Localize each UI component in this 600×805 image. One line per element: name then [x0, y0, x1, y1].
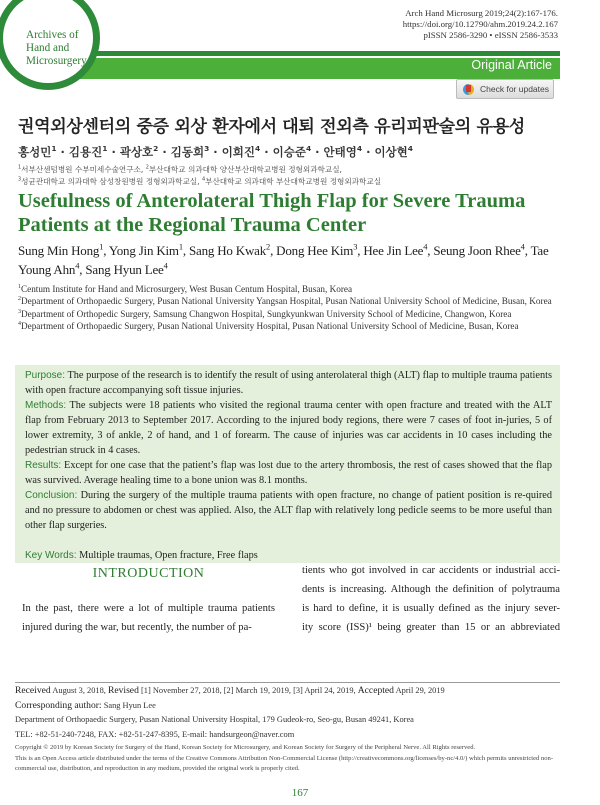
label: Revised [107, 685, 139, 696]
check-for-updates-button[interactable] [456, 79, 554, 99]
license-text: This is an Open Access article distributed under the terms of the Creative Commons Attribution Non-Commercial License (http://creativecommons.org/licenses/by-nc/4.0/) which permits unrestricted non-commercial use, distribution, and reproduction in any medium, provided the original work is properly cited. [15, 754, 554, 773]
author: Hee Jin Lee$^4$ [363, 241, 428, 258]
doi-link[interactable]: https://doi.org/10.12790/ahm.2019.24.2.167 [402, 19, 558, 30]
author: 김동희$^3$ [170, 144, 210, 159]
author: 이희진$^4$ [221, 144, 261, 159]
abstract-box [15, 365, 560, 563]
copyright-line: Copyright © 2019 by Korean Society for Surgery of the Hand, Korean Society for Microsurgery, and Korean Society for Surgery of the Peripheral Nerve. All Rights reserved. [15, 744, 476, 751]
section-text: The subjects were 18 patients who visited the regional trauma center with open fracture and treated with the ALT flap from February 2013 to September 2017. According to the injured body regions, there were 7 cases of foot in-juries, 5 of lower extremity, 3 of ankle, 2 of hand, and 1 of forearm. The cause of injuries was car accidents in 10 cases including the pedestrian struck in 4 cases. [25, 400, 552, 456]
right-column [302, 561, 560, 637]
affiliation: Department of Orthopaedic Surgery, Pusan National University Yangsan Hospital, Pusan National University School of Medicine, Busan, Korea [20, 296, 552, 307]
section-text: Except for one case that the patient’s flap was lost due to the artery thrombosis, the rest of cases showed that the flap was survived. Average healing time to a bone union was 8.1 months. [25, 460, 552, 486]
value: Sang Hyun Lee [103, 700, 156, 710]
korean-authors: 홍성민$^1$ · 김용진$^1$ · 곽상호$^2$ · 김동희$^3$ · 이희진$^4$ · 이승준$^4$ · 안태영$^4$ · 이상현$^4$ [18, 144, 413, 159]
corresponding-author [15, 699, 575, 714]
author: Dong Hee Kim$^3$ [276, 241, 358, 258]
copyright [15, 743, 575, 775]
address: Department of Orthopaedic Surgery, Pusan National University Hospital, 179 Gudeok-ro, Seo-gu, Busan 49241, Korea [15, 715, 414, 724]
citation: Arch Hand Microsurg 2019;24(2):167-176. [405, 8, 558, 18]
label: Received [15, 685, 51, 696]
article-footer [15, 684, 575, 742]
contact: TEL: +82-51-240-7248, FAX: +82-51-247-8395, E-mail: handsurgeon@naver.com [15, 729, 295, 739]
affiliation: Department of Orthopaedic Surgery, Pusan National University Hospital, Pusan National University School of Medicine, Busan, Korea [20, 320, 519, 331]
english-affiliations: $^1$Centum Institute for Hand and Microsurgery, West Busan Centum Hospital, Busan, Korea $^2$Department of Orthopaedic Surgery, Pusan National University Yangsan Hospital, Pusan National University School of Medicine, Busan, Korea $^3$Department of Orthopedic Surgery, Samsung Changwon Hospital, Sungkyunkwan University School of Medicine, Changwon, Korea $^4$Department of Orthopaedic Surgery, Pusan National University Hospital, Pusan National University School of Medicine, Busan, Korea [18, 283, 552, 331]
author: 이상현$^4$ [374, 144, 413, 159]
section-label: Key Words: [25, 550, 77, 561]
affiliation: Centum Institute for Hand and Microsurgery, West Busan Centum Hospital, Busan, Korea [20, 284, 353, 294]
keywords-text: Multiple traumas, Open fracture, Free flaps [79, 550, 258, 561]
section-label: Conclusion: [25, 490, 78, 501]
affiliation: 부산대학교 의과대학 양산부산대학교병원 정형외과학교실, [148, 165, 342, 174]
author: Sung Min Hong$^1$ [18, 241, 104, 258]
author: Yong Jin Kim$^1$ [108, 241, 183, 258]
section-label: Methods: [25, 400, 67, 411]
author: 이승준$^4$ [272, 144, 312, 159]
abstract-methods [25, 398, 552, 458]
affiliation: Department of Orthopedic Surgery, Samsung Changwon Hospital, Sungkyunkwan University School of Medicine, Changwon, Korea [20, 308, 512, 319]
author: Sang Hyun Lee$^4$ [85, 260, 168, 277]
label: Accepted [357, 685, 394, 696]
korean-affiliations: $^1$서부산센텀병원 수부미세수술연구소, $^2$부산대학교 의과대학 양산부산대학교병원 정형외과학교실, $^3$성균관대학교 의과대학 삼성창원병원 정형외과학교실, $^4$부산대학교 의과대학 부산대학교병원 정형외과학교실 [18, 164, 382, 186]
text-line: ity score (ISS)¹ being greater than 15 or an abbreviated [302, 622, 560, 633]
section-label: Results: [25, 460, 62, 471]
author: 안태영$^4$ [323, 144, 363, 159]
logo-line: Archives of [26, 29, 79, 41]
text-line: dents is increasing. Although the definition of polytrauma [302, 584, 560, 595]
left-column [22, 599, 275, 637]
abstract-conclusion [25, 488, 552, 533]
abstract-results [25, 458, 552, 488]
value: August 3, 2018, [52, 686, 106, 695]
value: [1] November 27, 2018, [2] March 19, 2019, [3] April 24, 2019, [140, 686, 356, 695]
logo-line: Hand and [26, 42, 70, 54]
affiliation: 부산대학교 의과대학 부산대학교병원 정형외과학교실 [205, 177, 382, 186]
journal-meta [403, 8, 558, 42]
article-type: Original Article [471, 58, 552, 72]
page-number: 167 [291, 787, 309, 799]
label: Corresponding author: [15, 699, 102, 711]
author: 곽상호$^2$ [119, 144, 159, 159]
english-authors: Sung Min Hong$^1$, Yong Jin Kim$^1$, Sang Ho Kwak$^2$, Dong Hee Kim$^3$, Hee Jin Lee$^4$, Seung Joon Rhee$^4$, Tae Young Ahn$^4$, Sang Hyun Lee$^4$ [18, 241, 549, 277]
korean-title: 권역외상센터의 중증 외상 환자에서 대퇴 전외측 유리피판술의 유용성 [18, 117, 525, 137]
crossmark-icon [463, 84, 474, 95]
check-updates-label: Check for updates [480, 84, 549, 94]
english-title: Usefulness of Anterolateral Thigh Flap for Severe Trauma Patients at the Regional Trauma Center [18, 190, 526, 236]
section-text: The purpose of the research is to identify the result of using anterolateral thigh (ALT) flap to multiple trauma patients with open fracture accompanying soft tissue injuries. [25, 370, 553, 396]
section-heading: INTRODUCTION [92, 566, 205, 581]
logo-line: Microsurgery [26, 55, 87, 67]
author: Sang Ho Kwak$^2$ [188, 241, 271, 258]
value: April 29, 2019 [395, 686, 445, 695]
text-line: tients who got involved in car accidents or industrial acci- [302, 565, 560, 576]
logo-text [26, 29, 87, 68]
author: Tae Young Ahn$^4$ [18, 243, 549, 277]
affiliation: 서부산센텀병원 수부미세수술연구소, [21, 165, 146, 174]
issn: pISSN 2586-3290 • eISSN 2586-3533 [423, 30, 558, 41]
abstract-purpose [25, 368, 552, 398]
author: Seung Joon Rhee$^4$ [433, 241, 525, 258]
text-line: injured during the war, but recently, the number of pa- [22, 622, 252, 633]
author: 홍성민$^1$ [18, 144, 57, 159]
text-line: In the past, there were a lot of multiple trauma patients [22, 603, 275, 614]
author: 김용진$^1$ [68, 144, 108, 159]
section-label: Purpose: [25, 370, 66, 381]
affiliation: 성균관대학교 의과대학 삼성창원병원 정형외과학교실, [21, 177, 202, 186]
section-text: During the surgery of the multiple trauma patients with open fracture, no change of patient position is re-quired and no pressure to abdomen or chest was applied. Also, the ALT flap with relatively long pedicle seems to be more useful than other flap surgeries. [25, 490, 552, 531]
footer-divider [15, 682, 560, 683]
text-line: is hard to define, it is usually defined as the injury sever- [302, 603, 560, 614]
dates [15, 684, 575, 699]
